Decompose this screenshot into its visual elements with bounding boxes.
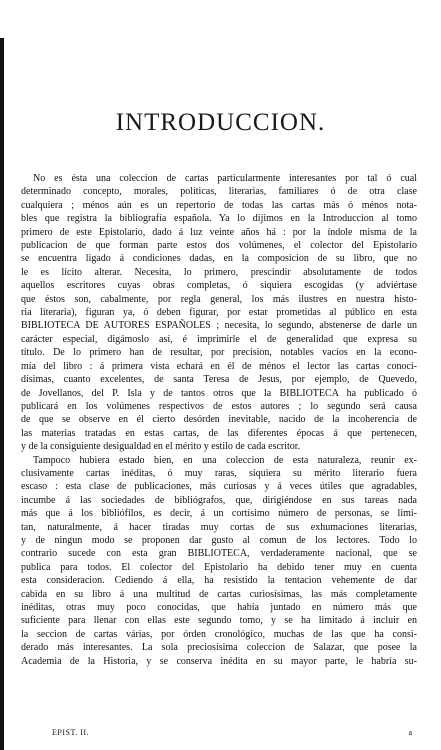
- text-line: y de la consiguiente desigualdad en el mérito y estilo de cada escritor.: [21, 441, 301, 453]
- text-line: No es ésta una coleccion de cartas particularmente interesantes por tal ó cual: [33, 173, 417, 184]
- text-line: publica para todos. El colector del Epistolario ha debido tener muy en cuenta: [21, 561, 417, 573]
- text-line: tan, naturalmente, á hacer tiradas muy cortas de sus exhumaciones literarias,: [21, 521, 417, 533]
- text-line: de Jovellanos, del P. Isla y de tantos otros que la BIBLIOTECA ha publicado ó: [21, 387, 417, 399]
- page-title: INTRODUCCION.: [115, 109, 326, 136]
- sheet-mark: a: [408, 728, 412, 737]
- text-line: cabida en su libro á una multitud de cartas curiosísimas, las más completamente: [21, 588, 417, 600]
- body-text: [21, 172, 417, 668]
- text-line: Tampoco hubiera estado bien, en una coleccion de esta naturaleza, reunir ex-: [33, 454, 417, 466]
- text-line: escaso : esta clase de publicaciones, más curiosas y á veces útiles que agradables,: [21, 481, 417, 493]
- binding-edge: [0, 38, 4, 750]
- text-line: bles que registra la bibliografía española. Ya lo dijimos en la Introduccion al tomo: [21, 213, 417, 225]
- text-line: cualquiera ; ménos aún es un repertorio de todas las cartas más ó ménos nota-: [21, 199, 417, 211]
- text-line: que éstos son, cabalmente, por regla general, los más ilustres en nuestra histo-: [21, 293, 417, 305]
- text-line: más que á los bibliófilos, es decir, á un cortísimo número de personas, se limi-: [21, 508, 417, 520]
- text-line: mía del libro : á primera vista echará en él de ménos el lector las cartas conoci-: [21, 360, 417, 372]
- text-line: contrario sucede con esta gran BIBLIOTECA, verdaderamente nacional, que se: [21, 548, 417, 560]
- text-line: las materias tratadas en estas cartas, de las diferentes épocas á que pertenecen,: [21, 427, 417, 439]
- text-line: primero de este Epistolario, dado á luz veinte años há : por la índole misma de la: [21, 226, 417, 238]
- text-line: suficiente para llenar con ellas este segundo tomo, y se ha limitado á incluir en: [21, 615, 417, 627]
- text-line: incumbe á las sociedades de bibliógrafos, que, dirigiéndose en sus tareas nada: [21, 494, 417, 506]
- text-line: la seccion de cartas várias, por órden cronológico, muchas de las que ha consi-: [21, 628, 417, 640]
- signature-mark: EPIST. II.: [52, 728, 90, 737]
- text-line: Academia de la Historia, y se conserva inédita en su mayor parte, le habría su-: [21, 655, 417, 667]
- text-line: publicará en los volúmenes respectivos de estos autores ; lo segundo será causa: [21, 400, 417, 412]
- text-line: le es lícito alterar. Necesita, lo primero, prescindir absolutamente de todos: [21, 266, 417, 278]
- text-line: se encuentra ligado á condiciones dadas, en la composicion de su libro, que no: [21, 253, 417, 265]
- text-line: BIBLIOTECA DE AUTORES ESPAÑOLES ; necesita, lo segundo, abstenerse de darle un: [21, 320, 417, 332]
- text-line: y de ningun modo se proponen dar gusto al comun de los lectores. Todo lo: [21, 534, 417, 546]
- text-line: carácter especial, digámoslo así, é imprimirle el de generalidad que expresa su: [21, 333, 417, 345]
- text-line: título. De lo primero han de resultar, por precision, notables vacíos en la econo-: [21, 347, 417, 359]
- text-line: clusivamente cartas inéditas, ó muy raras, siquiera su mérito literario fuera: [21, 467, 417, 479]
- page-footer: [52, 726, 412, 740]
- text-line: esta consideracion. Cediendo á ella, ha resistido la tentacion vehemente de dar: [21, 575, 417, 587]
- text-line: inéditas, otras muy poco conocidas, que había juntado en número más que: [21, 602, 417, 613]
- text-line: publicacion de que forman parte estos dos volúmenes, el colector del Epistolario: [21, 240, 417, 252]
- text-line: de que se observe en él cierto desórden inevitable, nacido de la incoherencia de: [21, 414, 417, 426]
- text-line: dísimas, cuanto excelentes, de santa Teresa de Jesus, por ejemplo, de Quevedo,: [21, 374, 417, 386]
- text-line: aquellos escritores cuyas obras completas, ó siquiera escogidas (y adviértase: [21, 280, 417, 292]
- text-line: determinado concepto, morales, políticas, literarias, familiares ó de otra clase: [21, 186, 417, 198]
- text-line: derado más interesantes. La sola preciosísima coleccion de Salazar, que posee la: [21, 642, 417, 654]
- text-line: ria literaria), figuran ya, ó deben figurar, por estar prometidas al público en esta: [21, 307, 417, 319]
